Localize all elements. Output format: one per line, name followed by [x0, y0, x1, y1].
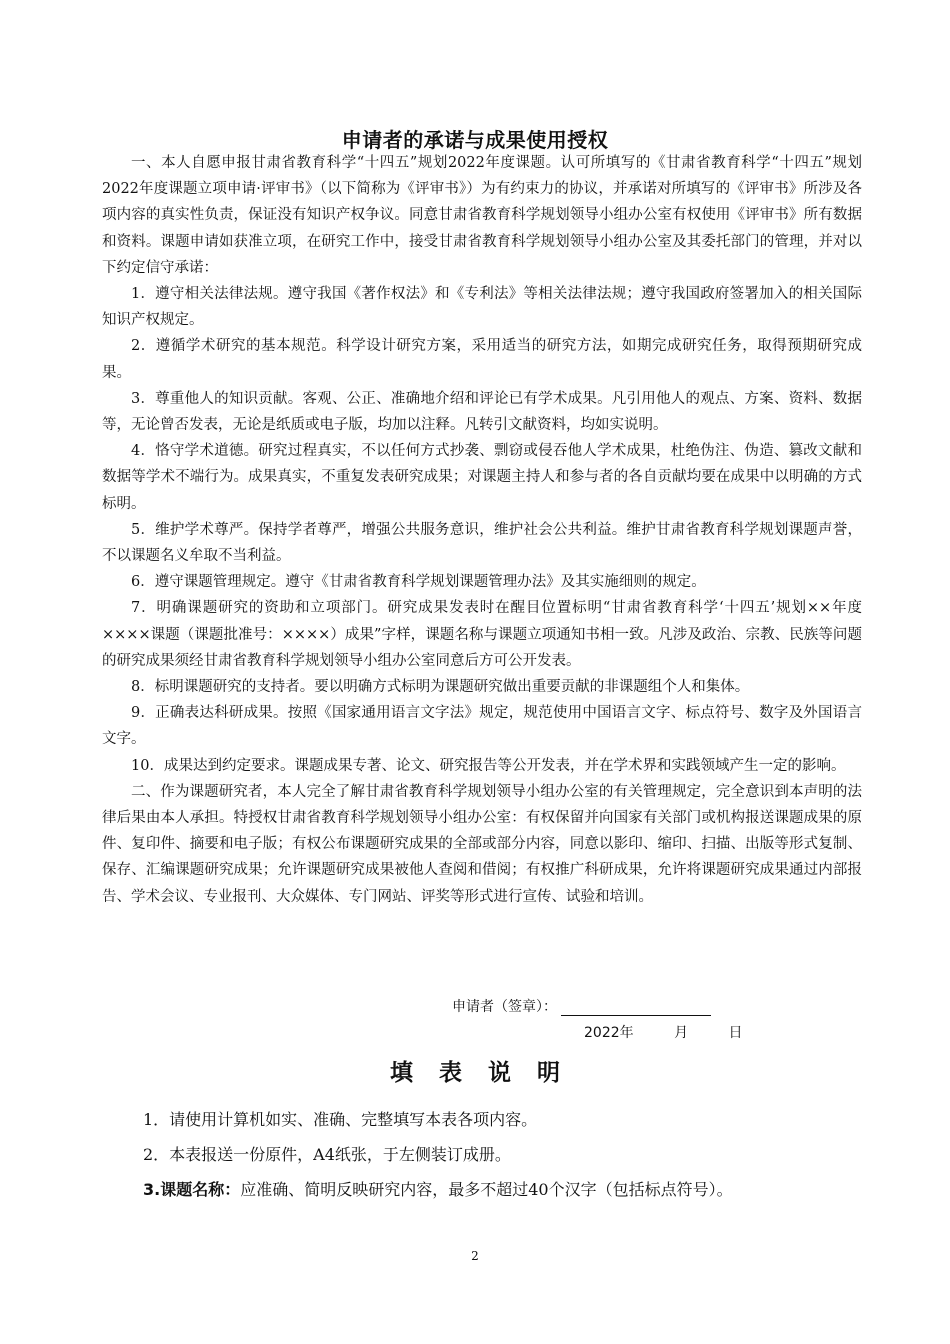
paragraph: 10．成果达到约定要求。课题成果专著、论文、研究报告等公开发表，并在学术界和实践领域产生一定的影响。 [131, 757, 846, 774]
signature-label: 申请者（签章）： [452, 999, 557, 1015]
paragraph: 1．遵守相关法律法规。遵守我国《著作权法》和《专利法》等相关法律法规；遵守我国政府签署加入的相关国际知识产权规定。 [102, 286, 862, 329]
notes-list [102, 1102, 872, 1207]
note-text: 1．请使用计算机如实、准确、完整填写本表各项内容。 [143, 1110, 538, 1129]
notes-title: 填表说明 [390, 1059, 586, 1086]
date-row [584, 1022, 743, 1042]
paragraph: 二、作为课题研究者，本人完全了解甘肃省教育科学规划领导小组办公室的有关管理规定，完全意识到本声明的法律后果由本人承担。特授权甘肃省教育科学规划领导小组办公室：有权保留并向国家有关部门或机构报送课题成果的原件、复印件、摘要和电子版；有权公布课题研究成果的全部或部分内容，同意以影印、缩印、扫描、出版等形式复制、保存、汇编课题研究成果；允许课题研究成果被他人查阅和借阅；有权推广科研成果，允许将课题研究成果通过内部报告、学术会议、专业报刊、大众媒体、专门网站、评奖等形式进行宣传、试验和培训。 [102, 783, 862, 905]
paragraph: 3．尊重他人的知识贡献。客观、公正、准确地介绍和评论已有学术成果。凡引用他人的观点、方案、资料、数据等，无论曾否发表，无论是纸质或电子版，均加以注释。凡转引文献资料，均如实说明。 [102, 390, 862, 434]
note-text: 2．本表报送一份原件，A4纸张，于左侧装订成册。 [143, 1145, 511, 1164]
date-month: 月 [674, 1025, 689, 1041]
date-year: 2022年 [584, 1025, 634, 1041]
page-number: 2 [471, 1249, 479, 1263]
note-item [102, 1172, 872, 1207]
paragraph: 2．遵循学术研究的基本规范。科学设计研究方案，采用适当的研究方法，如期完成研究任务，取得预期研究成果。 [102, 338, 862, 381]
paragraph: 8．标明课题研究的支持者。要以明确方式标明为课题研究做出重要贡献的非课题组个人和集体。 [131, 679, 750, 696]
signature-line[interactable] [561, 997, 711, 1016]
paragraph: 6．遵守课题管理规定。遵守《甘肃省教育科学规划课题管理办法》及其实施细则的规定。 [131, 574, 706, 591]
paragraph: 7．明确课题研究的资助和立项部门。研究成果发表时在醒目位置标明“甘肃省教育科学‘十四五’规划××年度××××课题（课题批准号：××××）成果”字样，课题名称与课题立项通知书相一致。凡涉及政治、宗教、民族等问题的研究成果须经甘肃省教育科学规划领导小组办公室同意后方可公开发表。 [102, 600, 862, 669]
note-item [102, 1137, 872, 1172]
paragraph: 4．恪守学术道德。研究过程真实，不以任何方式抄袭、剽窃或侵吞他人学术成果，杜绝伪注、伪造、篡改文献和数据等学术不端行为。成果真实，不重复发表研究成果；对课题主持人和参与者的各自贡献均要在成果中以明确的方式标明。 [102, 443, 862, 512]
note-text: 应准确、简明反映研究内容，最多不超过40个汉字（包括标点符号）。 [240, 1180, 733, 1199]
note-item [102, 1102, 872, 1137]
note-prefix: 3.课题名称： [143, 1180, 241, 1199]
commitment-body [102, 150, 862, 910]
paragraph: 9．正确表达科研成果。按照《国家通用语言文字法》规定，规范使用中国语言文字、标点符号、数字及外国语言文字。 [102, 705, 862, 748]
paragraph: 一、本人自愿申报甘肃省教育科学“十四五”规划2022年度课题。认可所填写的《甘肃省教育科学“十四五”规划2022年度课题立项申请·评审书》（以下简称为《评审书》）为有约束力的协议，并承诺对所填写的《评审书》所涉及各项内容的真实性负责，保证没有知识产权争议。同意甘肃省教育科学规划领导小组办公室有权使用《评审书》所有数据和资料。课题申请如获准立项，在研究工作中，接受甘肃省教育科学规划领导小组办公室及其委托部门的管理，并对以下约定信守承诺： [102, 155, 862, 276]
signature-row [452, 996, 711, 1016]
date-day: 日 [728, 1025, 743, 1041]
paragraph: 5．维护学术尊严。保持学者尊严，增强公共服务意识，维护社会公共利益。维护甘肃省教育科学规划课题声誉，不以课题名义牟取不当利益。 [102, 521, 862, 565]
page-title: 申请者的承诺与成果使用授权 [341, 128, 609, 152]
